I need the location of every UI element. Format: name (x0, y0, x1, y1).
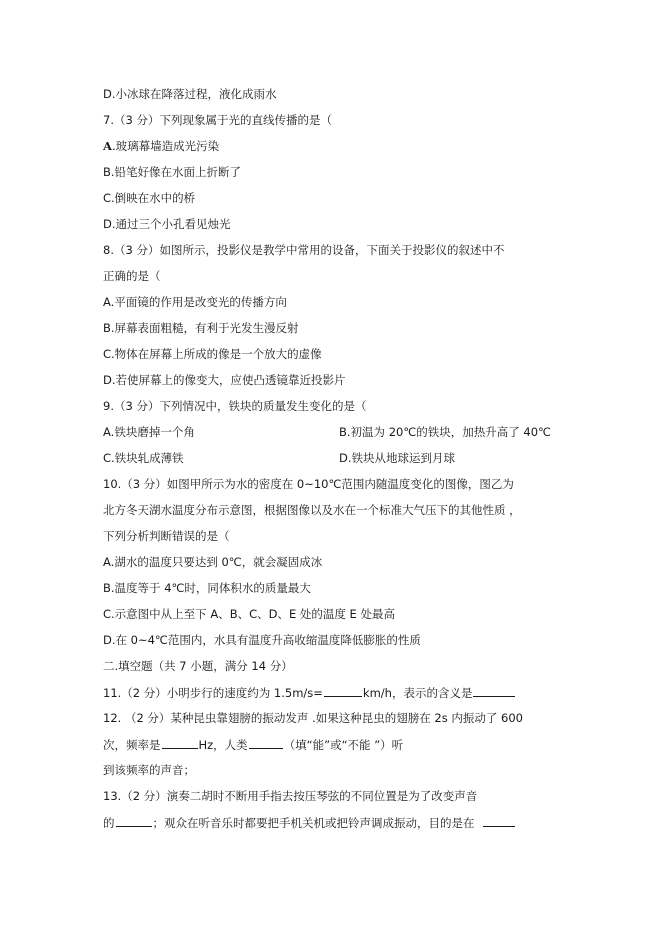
q12-text-part2: Hz，人类 (198, 738, 248, 752)
q10-option-d: D.在 0~4℃范围内，水具有温度升高收缩温度降低膨胀的性质 (103, 633, 421, 647)
q8-stem-line2: 正确的是（ (103, 269, 161, 283)
q13-blank-2 (483, 814, 515, 827)
q11-blank-1 (324, 684, 362, 697)
q7-option-a-text: .玻璃幕墙造成光污染 (111, 139, 220, 153)
q11-stem (103, 684, 516, 701)
q9-option-d: D.铁块从地球运到月球 (339, 451, 456, 465)
q12-stem-line2 (103, 736, 403, 753)
q7-option-a (103, 138, 219, 154)
q8-option-d: D.若使屏幕上的像变大，应使凸透镜靠近投影片 (103, 373, 346, 387)
q13-blank-1 (116, 814, 152, 827)
q9-option-b: B.初温为 20℃的铁块，加热升高了 40℃ (339, 425, 551, 439)
q9-option-a: A.铁块磨掉一个角 (103, 425, 195, 439)
q6-option-d: D.小冰球在降落过程，液化成雨水 (103, 87, 277, 101)
q12-blank-2 (249, 736, 283, 749)
q9-option-c: C.铁块轧成薄铁 (103, 451, 184, 465)
q13-stem-line2 (103, 814, 516, 831)
q10-option-a: A.湖水的温度只要达到 0℃，就会凝固成冰 (103, 555, 323, 569)
q9-stem: 9.（3 分）下列情况中，铁块的质量发生变化的是（ (103, 399, 367, 413)
q10-stem-line2: 北方冬天湖水温度分布示意图，根据图像以及水在一个标准大气压下的其他性质 ， (103, 503, 521, 517)
q8-option-a: A.平面镜的作用是改变光的传播方向 (103, 295, 287, 309)
q10-stem-line3: 下列分析判断错误的是（ (103, 529, 230, 543)
q11-text-part2: km/h，表示的含义是 (362, 686, 473, 700)
q13-text-part2: ；观众在听音乐时都要把手机关机或把铃声调成振动，目的是在 (152, 816, 475, 830)
q10-option-c: C.示意图中从上至下 A、B、C、D、E 处的温度 E 处最高 (103, 607, 395, 621)
q8-stem-line1: 8.（3 分）如图所示，投影仪是教学中常用的设备，下面关于投影仪的叙述中不 (103, 243, 505, 257)
q8-option-b: B.屏幕表面粗糙，有利于光发生漫反射 (103, 321, 299, 335)
q10-option-b: B.温度等于 4℃时，同体积水的质量最大 (103, 581, 311, 595)
q7-stem: 7.（3 分）下列现象属于光的直线传播的是（ (103, 113, 332, 127)
q7-option-d: D.通过三个小孔看见烛光 (103, 217, 231, 231)
q7-option-a-letter: A (103, 139, 112, 153)
q12-blank-1 (162, 736, 198, 749)
q12-text-part1: 次，频率是 (103, 738, 161, 752)
q10-stem-line1: 10.（3 分）如图甲所示为水的密度在 0~10℃范围内随温度变化的图像，图乙为 (103, 477, 514, 491)
q7-option-b: B.铅笔好像在水面上折断了 (103, 165, 242, 179)
q7-option-c: C.倒映在水中的桥 (103, 191, 196, 205)
q12-stem-line1: 12. （2 分）某种昆虫靠翅膀的振动发声 .如果这种昆虫的翅膀在 2s 内振动了 600 (103, 711, 523, 725)
q12-stem-line3: 到该频率的声音； (103, 763, 195, 777)
section-heading-fill-in: 二.填空题（共 7 小题，满分 14 分） (103, 659, 293, 673)
q8-option-c: C.物体在屏幕上所成的像是一个放大的虚像 (103, 347, 322, 361)
q12-text-part3: （填“能”或“不能 ”）听 (283, 738, 404, 752)
q11-text-part1: 11.（2 分）小明步行的速度约为 1.5m/s= (103, 686, 323, 700)
q13-stem-line1: 13.（2 分）演奏二胡时不断用手指去按压琴弦的不同位置是为了改变声音 (103, 789, 478, 803)
q13-text-part1: 的 (103, 816, 115, 830)
q11-blank-2 (473, 684, 515, 697)
